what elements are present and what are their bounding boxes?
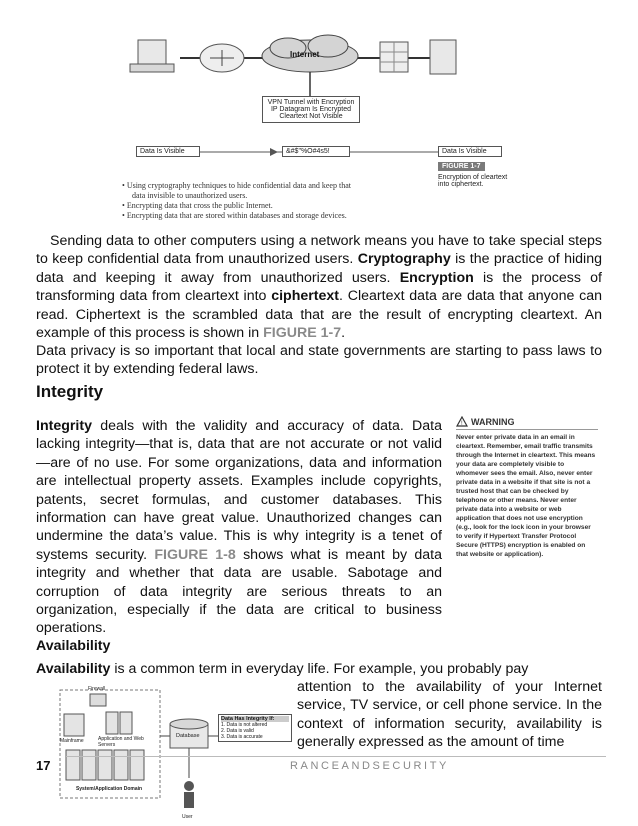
figure-ref[interactable]: FIGURE 1-7 — [263, 325, 342, 342]
running-footer: RANCEANDSECURITY — [290, 760, 449, 772]
availability-wrap: attention to the availability of your Internet service, TV service, or cell phone service. In the context of information security, availability is generally expressed as the amount of time — [297, 679, 602, 751]
integrity-item: 2. Data is valid — [221, 728, 254, 734]
figure-caption — [438, 174, 508, 188]
bullet-item: • Encrypting data that cross the public Internet. — [122, 201, 273, 210]
app-servers-label: Application and Web Servers — [98, 736, 144, 748]
availability-heading: Availability — [36, 638, 111, 654]
warning-triangle-icon — [456, 416, 468, 427]
ciphertext-box: &#$"%O#4s5! — [282, 146, 350, 157]
computer-icon — [130, 40, 174, 72]
warning-text: Never enter private data in an email in cleartext. Remember, email traffic transmits through the Internet in cleartext. This means your data are completely visible to whomever sees the email. Also, never enter private data in a website if that site is not a trusted host that can be checked by telephone or other means. Never enter private data into a website or web application that does not use encryption (e.g., look for the lock icon in your browser to verify if Hypertext Transfer Protocol Secure (HTTPS) encryption is enabled on that website or application). — [456, 434, 596, 558]
bullet-item: data invisible to unauthorized users. — [132, 191, 248, 200]
vpn-line: VPN Tunnel with Encryption — [267, 99, 355, 106]
vpn-line: Cleartext Not Visible — [279, 113, 343, 120]
integrity-paragraph: Integrity deals with the validity and accuracy of data. Data lacking integrity—that is, data that are not accurate or not valid—are of no use. For some organizations, data and information are intellectual property assets. Examples include copyrights, patents, secret formulas, and customer databases. This information can have great value. Unauthorized changes can undermine the data’s value. This is why integrity is a tenet of systems security. FIGURE 1-8 shows what is meant by data integrity and whether that data are usable. Sabotage and corruption of data integrity are serious threats to an organization, especially if the data are critical to business operations. — [36, 418, 443, 637]
integrity-box-title: Data Has Integrity If: — [221, 716, 289, 722]
internet-label: Internet — [290, 50, 320, 59]
bullet-list — [122, 181, 422, 221]
firewall-icon — [90, 694, 106, 706]
caption-line: into ciphertext. — [438, 181, 484, 188]
warning-box — [456, 416, 598, 559]
privacy-paragraph: Data privacy is so important that local and state governments are starting to pass laws to protect it by extending federal laws. — [36, 343, 602, 378]
integrity-heading: Integrity — [36, 382, 104, 401]
integrity-item: 3. Data is accurate — [221, 734, 263, 740]
vpn-box — [262, 96, 360, 123]
left-data-box: Data Is Visible — [136, 146, 200, 157]
availability-line: Availability is a common term in everyday life. For example, you probably pay — [36, 661, 529, 677]
warning-title: WARNING — [471, 416, 515, 427]
server-rack-icon — [66, 750, 144, 780]
right-data-box: Data Is Visible — [438, 146, 502, 157]
user-icon — [184, 781, 194, 808]
caption-line: Encryption of cleartext — [438, 174, 508, 181]
integrity-box — [218, 714, 292, 742]
firewall-label: Firewall — [88, 686, 106, 692]
server-icon — [106, 712, 132, 734]
term-availability: Availability — [36, 661, 111, 677]
server-icon — [430, 40, 456, 74]
integrity-item: 1. Data is not altered — [221, 722, 268, 728]
bullet-item: • Using cryptography techniques to hide confidential data and keep that — [122, 181, 351, 190]
confidentiality-paragraph: Sending data to other computers using a network means you have to take special steps to keep confidential data from unauthorized users. Cryptography is the practice of hiding data and keeping it away from unauthorized users. Encryption is the process of transforming data from cleartext into ciphertext. Cleartext data are data that anyone can read. Ciphertext is the scrambled data that are the result of encrypting cleartext. An example of this process is shown in FIGURE 1-7. — [36, 233, 602, 342]
term-encryption: Encryption — [399, 269, 474, 286]
bullet-item: • Encrypting data that are stored within databases and storage devices. — [122, 211, 347, 220]
term-cryptography: Cryptography — [357, 251, 451, 268]
figure-ref[interactable]: FIGURE 1-8 — [154, 546, 236, 563]
svg-text:!: ! — [461, 421, 463, 427]
mainframe-label: Mainframe — [60, 738, 84, 744]
warning-header — [456, 416, 598, 430]
page-number: 17 — [36, 758, 51, 773]
domain-label: System/Application Domain — [75, 786, 143, 792]
mainframe-icon — [64, 714, 84, 736]
term-integrity: Integrity — [36, 418, 92, 434]
vpn-line: IP Datagram Is Encrypted — [270, 106, 352, 113]
figure-label: FIGURE 1-7 — [438, 162, 485, 171]
term-ciphertext: ciphertext — [271, 288, 340, 305]
router-icon — [200, 44, 244, 72]
database-label: Database — [176, 733, 200, 739]
footer-rule — [66, 756, 606, 757]
user-label: User — [182, 814, 193, 820]
firewall-icon — [380, 42, 408, 72]
